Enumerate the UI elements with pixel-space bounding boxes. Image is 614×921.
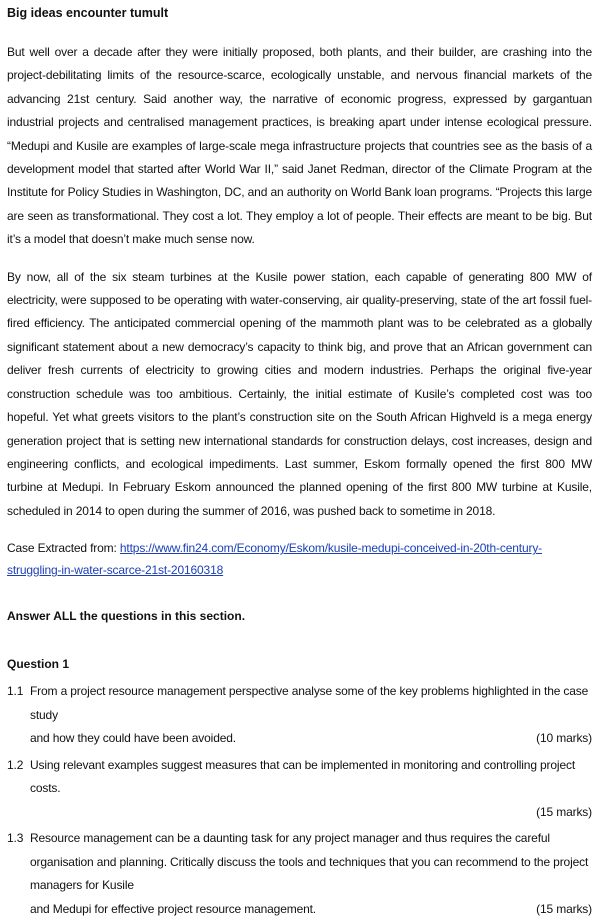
question-text-last-line: and how they could have been avoided. [30, 731, 236, 746]
article-title: Big ideas encounter tumult [7, 6, 169, 20]
question-item [7, 680, 592, 751]
paragraph-2: By now, all of the six steam turbines at the Kusile power station, each capable of generating 800 MW of electricity, were supposed to be operating with water-conserving, air quality-preserving, state of the art fossil fuel-fired efficiency. The anticipated commercial opening of the mammoth plant was to be celebrated as a globally significant statement about a new democracy’s capacity to think big, and prove that an African government can deliver fresh currents of electricity to growing cities and modern industries. Perhaps the original five-year construction schedule was too ambitious. Certainly, the initial estimate of Kusile’s completed cost was too hopeful. Yet what greets visitors to the plant’s construction site on the South African Highveld is a mega energy generation project that is setting new international standards for construction delays, cost increases, design and engineering conflicts, and ecological impediments. Last summer, Eskom formally opened the first 800 MW turbine at Medupi. In February Eskom announced the planned opening of the first 800 MW turbine at Kusile, scheduled in 2014 to open during the summer of 2016, was pushed back to sometime in 2018. [7, 269, 592, 518]
question-item [7, 827, 592, 921]
question-number: 1.3 [7, 831, 24, 846]
paragraph-1: But well over a decade after they were initially proposed, both plants, and their builder, are crashing into the project-debilitating limits of the resource-scarce, ecologically unstable, and nervous financial markets of the advancing 21st century. Said another way, the narrative of economic progress, expressed by gargantuan industrial projects and centralised management practices, is breaking apart under intense ecological pressure. “Medupi and Kusile are examples of large-scale mega infrastructure projects that countries see as the basis of a development model that started after World War II,” said Janet Redman, director of the Climate Program at the Institute for Policy Studies in Washington, DC, and an authority on World Bank loan programs. “Projects this large are seen as transformational. They cost a lot. They employ a lot of people. Their effects are meant to be big. But it’s a model that doesn’t make much sense now. [7, 45, 592, 247]
case-source-link[interactable]: https://www.fin24.com/Economy/Eskom/kusile-medupi-conceived-in-20th-century-struggling-in-water-scarce-21st-20160318 [7, 541, 543, 578]
question-number: 1.2 [7, 757, 24, 772]
question-number: 1.1 [7, 684, 24, 699]
case-source-label: Case Extracted from: [7, 541, 117, 556]
question-text-last-line: and Medupi for effective project resource management. [30, 901, 316, 916]
case-source [7, 537, 592, 581]
question-text: From a project resource management perspective analyse some of the key problems highlighted in the case study [30, 684, 589, 722]
section-instruction: Answer ALL the questions in this section. [7, 609, 246, 624]
question-text: Using relevant examples suggest measures that can be implemented in monitoring and controlling project costs. [30, 757, 576, 796]
question-marks: (15 marks) [536, 901, 592, 916]
question-title: Question 1 [7, 657, 70, 672]
question-marks: (10 marks) [536, 731, 592, 746]
question-marks: (15 marks) [536, 804, 592, 819]
question-item [7, 754, 592, 825]
question-text: Resource management can be a daunting task for any project manager and thus requires the careful organisation and planning. Critically discuss the tools and techniques that you can recommend to the project managers for Kusile [30, 831, 589, 893]
